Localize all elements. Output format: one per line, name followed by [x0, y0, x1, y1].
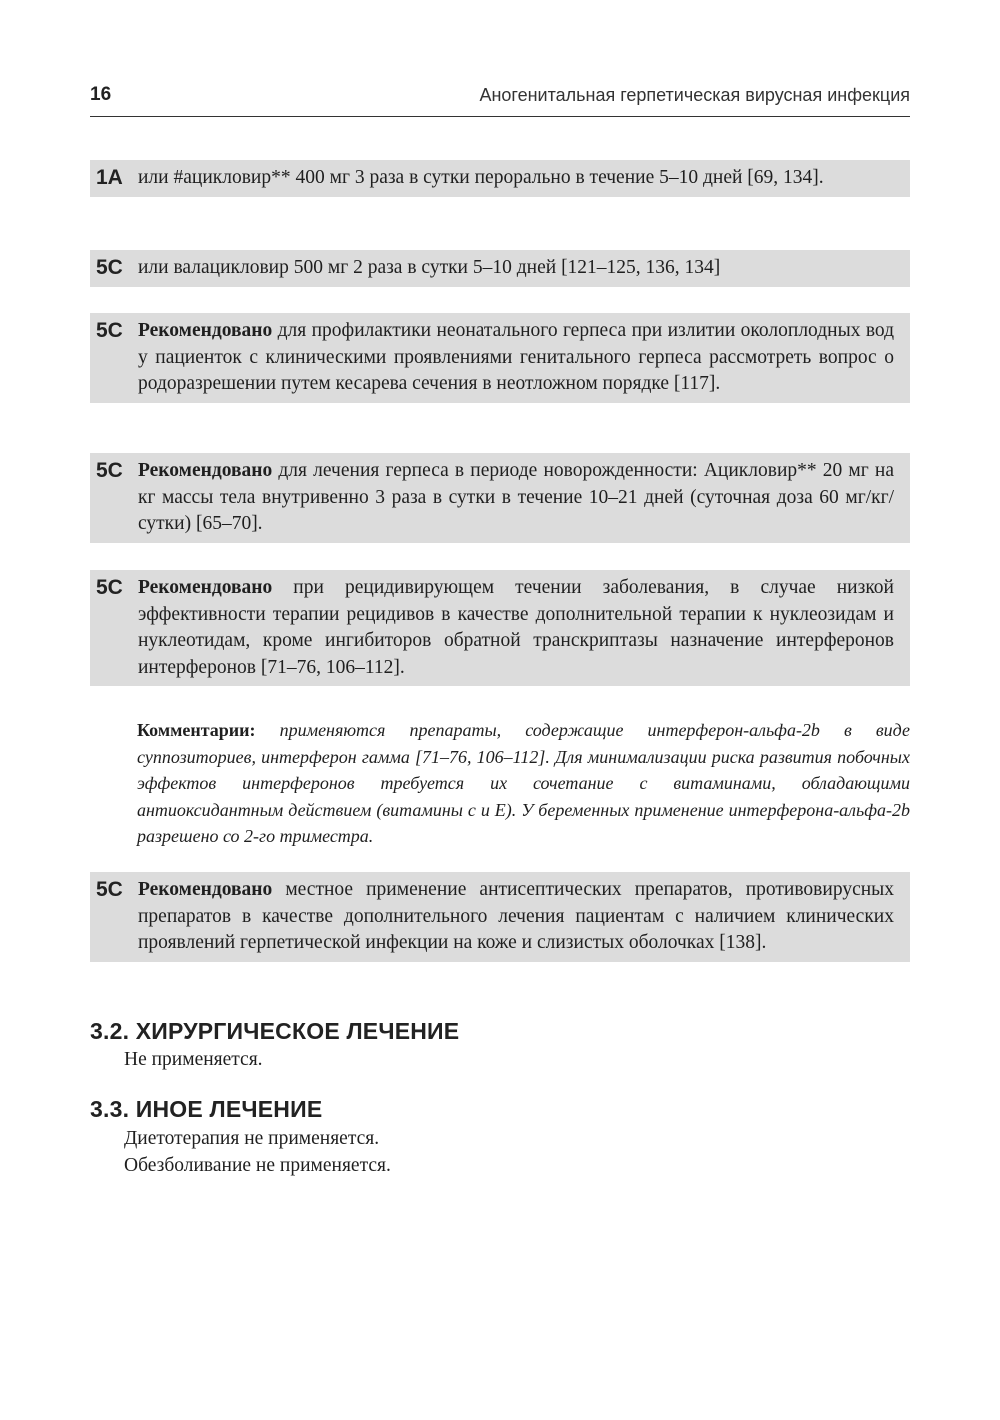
- evidence-grade: 1А: [96, 166, 123, 189]
- running-header: [90, 84, 910, 117]
- recommendation-body: при рецидивирующем течении заболевания, в случае низкой эффективности терапии рецидивов в качестве дополнительной терапии к нуклеозидам и нуклеотидам, кроме ингибиторов обратной транскриптазы назначение интерферонов интерферонов [71–76, 106–112].: [138, 577, 894, 678]
- section-heading: 3.3. ИНОЕ ЛЕЧЕНИЕ: [90, 1096, 323, 1122]
- recommendation-body: или валацикловир 500 мг 2 раза в сутки 5–10 дней [121–125, 136, 134]: [138, 257, 721, 278]
- section-line: Не применяется.: [124, 1049, 263, 1070]
- recommendation-block: [90, 160, 910, 197]
- recommendation-text: [138, 575, 894, 681]
- recommendation-text: [138, 255, 894, 282]
- recommendation-body: для лечения герпеса в периоде новорожденности: Ацикловир** 20 мг на кг массы тела внутривенно 3 раза в сутки в течение 10–21 дней (суточная доза 60 мг/кг/сутки) [65–70].: [138, 460, 894, 534]
- recommendation-block: [90, 313, 910, 403]
- recommendation-lead: Рекомендовано: [138, 460, 273, 481]
- recommendation-block: [90, 453, 910, 543]
- section-line: Диетотерапия не применяется.: [124, 1128, 380, 1149]
- recommendation-text: [138, 458, 894, 538]
- comment-paragraph: [137, 717, 910, 850]
- evidence-grade: 5С: [96, 878, 123, 901]
- recommendation-block: [90, 872, 910, 962]
- recommendation-text: [138, 877, 894, 957]
- evidence-grade: 5С: [96, 576, 123, 599]
- evidence-grade: 5С: [96, 459, 123, 482]
- evidence-grade: 5С: [96, 256, 123, 279]
- page-number: 16: [90, 84, 112, 105]
- recommendation-body: или #ацикловир** 400 мг 3 раза в сутки перорально в течение 5–10 дней [69, 134].: [138, 167, 824, 188]
- recommendation-text: [138, 165, 894, 192]
- evidence-grade: 5С: [96, 319, 123, 342]
- section-line: Обезболивание не применяется.: [124, 1155, 391, 1176]
- recommendation-lead: Рекомендовано: [138, 879, 273, 900]
- recommendation-body: местное применение антисептических препаратов, противовирусных препаратов в качестве дополнительного лечения пациентам с наличием клинических проявлений герпетической инфекции на коже и слизистых оболочках [138].: [138, 879, 895, 953]
- recommendation-lead: Рекомендовано: [138, 320, 273, 341]
- section-body: [124, 1125, 391, 1179]
- section-body: [124, 1046, 263, 1073]
- recommendation-block: [90, 250, 910, 287]
- section-heading: 3.2. ХИРУРГИЧЕСКОЕ ЛЕЧЕНИЕ: [90, 1018, 460, 1044]
- recommendation-text: [138, 318, 894, 398]
- recommendation-lead: Рекомендовано: [138, 577, 273, 598]
- recommendation-block: [90, 570, 910, 686]
- comment-lead: Комментарии:: [137, 720, 256, 740]
- comment-text: применяются препараты, содержащие интерферон-альфа-2b в виде суппозиториев, интерферон гамма [71–76, 106–112]. Для минимализации риска развития побочных эффектов интерферонов требуется их сочетание с витаминами, обладающими антиоксидантным действием (витамины с и Е). У беременных применение интерферона-альфа-2b разрешено со 2-го триместра.: [137, 720, 910, 846]
- recommendation-body: для профилактики неонатального герпеса при излитии околоплодных вод у пациенток с клиническими проявлениями генитального герпеса рассмотреть вопрос о родоразрешении путем кесарева сечения в неотложном порядке [117].: [138, 320, 895, 394]
- running-title: Аногенитальная герпетическая вирусная инфекция: [479, 85, 910, 105]
